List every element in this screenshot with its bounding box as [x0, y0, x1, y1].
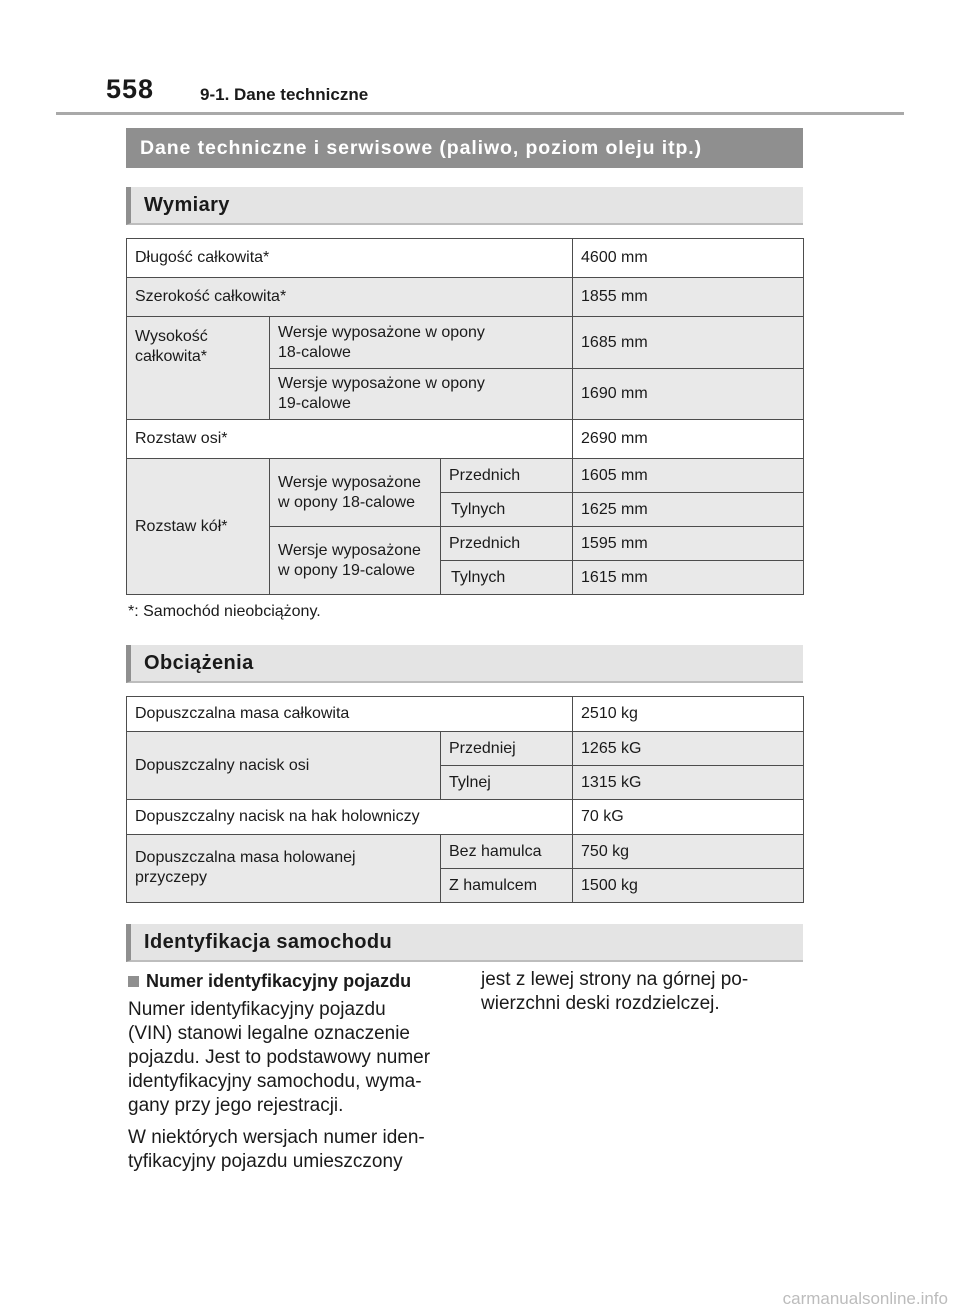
gross-mass-value: 2510 kg [573, 697, 804, 732]
square-bullet-icon [128, 976, 139, 987]
hitch-load-label: Dopuszczalny nacisk na hak holowniczy [127, 800, 573, 835]
track-18-rear-label: Tylnych [441, 493, 573, 527]
track-18-rear-value: 1625 mm [573, 493, 804, 527]
axle-load-label: Dopuszczalny nacisk osi [127, 732, 441, 800]
vin-column-right [481, 970, 803, 1016]
track-19-rear-value: 1615 mm [573, 561, 804, 595]
loads-heading: Obciążenia [126, 645, 803, 683]
length-label: Długość całkowita* [127, 239, 573, 278]
wheelbase-value: 2690 mm [573, 420, 804, 459]
track-19-front-value: 1595 mm [573, 527, 804, 561]
watermark: carmanualsonline.info [782, 1289, 948, 1308]
height-19-label: Wersje wyposażone w opony 19-calowe [270, 369, 573, 420]
dimensions-table [126, 238, 804, 595]
dimensions-heading: Wymiary [126, 187, 803, 225]
vin-column-left [128, 970, 458, 1174]
track-label: Rozstaw kół* [127, 459, 270, 595]
dimensions-footnote: *: Samochód nieobciążony. [128, 603, 321, 620]
hitch-load-value: 70 kG [573, 800, 804, 835]
loads-table [126, 696, 804, 903]
axle-rear-label: Tylnej [441, 766, 573, 800]
trailer-nobrake-value: 750 kg [573, 835, 804, 869]
wheelbase-label: Rozstaw osi* [127, 420, 573, 459]
header-divider [56, 112, 904, 115]
height-18-label: Wersje wyposażone w opony 18-calowe [270, 317, 573, 369]
track-19-label: Wersje wyposażone w opony 19-calowe [270, 527, 441, 595]
track-19-front-label: Przednich [441, 527, 573, 561]
trailer-nobrake-label: Bez hamulca [441, 835, 573, 869]
length-value: 4600 mm [573, 239, 804, 278]
height-18-value: 1685 mm [573, 317, 804, 369]
trailer-brake-value: 1500 kg [573, 869, 804, 903]
vin-paragraph-2: W niektórych wersjach numer iden- tyfikacyjny pojazdu umieszczony [128, 1127, 425, 1172]
section-title: 9-1. Dane techniczne [200, 85, 369, 104]
identification-heading: Identyfikacja samochodu [126, 924, 803, 962]
trailer-brake-label: Z hamulcem [441, 869, 573, 903]
width-value: 1855 mm [573, 278, 804, 317]
trailer-mass-label: Dopuszczalna masa holowanej przyczepy [127, 835, 441, 903]
axle-front-value: 1265 kG [573, 732, 804, 766]
chapter-banner: Dane techniczne i serwisowe (paliwo, poziom oleju itp.) [126, 128, 803, 168]
track-18-front-value: 1605 mm [573, 459, 804, 493]
height-19-value: 1690 mm [573, 369, 804, 420]
vin-heading-text: Numer identyfikacyjny pojazdu [146, 971, 412, 991]
width-label: Szerokość całkowita* [127, 278, 573, 317]
track-18-label: Wersje wyposażone w opony 18-calowe [270, 459, 441, 527]
vin-heading [128, 970, 458, 992]
axle-front-label: Przedniej [441, 732, 573, 766]
track-18-front-label: Przednich [441, 459, 573, 493]
vin-paragraph-3: jest z lewej strony na górnej po- wierzchni deski rozdzielczej. [481, 969, 749, 1014]
gross-mass-label: Dopuszczalna masa całkowita [127, 697, 573, 732]
page-number: 558 [106, 74, 155, 104]
track-19-rear-label: Tylnych [441, 561, 573, 595]
height-label: Wysokość całkowita* [127, 317, 270, 420]
axle-rear-value: 1315 kG [573, 766, 804, 800]
vin-paragraph-1: Numer identyfikacyjny pojazdu (VIN) stanowi legalne oznaczenie pojazdu. Jest to podstawowy numer identyfikacyjny samochodu, wyma- gany przy jego rejestracji. [128, 999, 431, 1116]
